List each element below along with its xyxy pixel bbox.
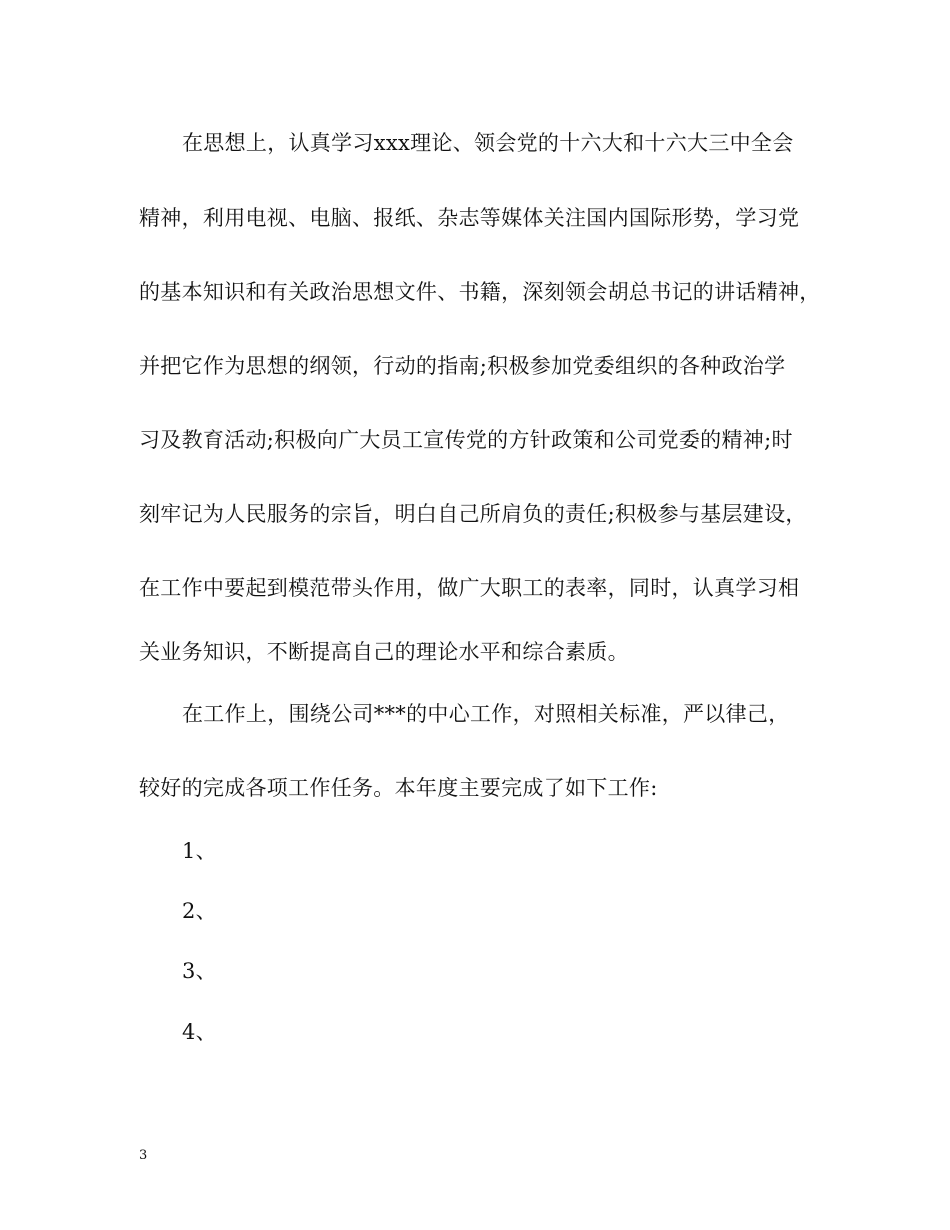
paragraph-1-line-2: 精神，利用电视、电脑、报纸、杂志等媒体关注国内国际形势，学习党 xyxy=(139,206,800,230)
paragraph-1-line-6: 刻牢记为人民服务的宗旨，明白自己所肩负的责任;积极参与基层建设， xyxy=(139,502,807,526)
list-item-4: 4、 xyxy=(182,1020,217,1044)
paragraph-1-line-4: 并把它作为思想的纲领，行动的指南;积极参加党委组织的各种政治学 xyxy=(139,354,786,378)
paragraph-1-line-3: 的基本知识和有关政治思想文件、书籍，深刻领会胡总书记的讲话精神， xyxy=(139,280,821,304)
paragraph-1-line-7: 在工作中要起到模范带头作用，做广大职工的表率，同时，认真学习相 xyxy=(139,576,800,600)
list-item-2: 2、 xyxy=(182,899,217,923)
paragraph-1-line-8: 关业务知识，不断提高自己的理论水平和综合素质。 xyxy=(139,640,629,664)
paragraph-2-line-1: 在工作上，围绕公司***的中心工作，对照相关标准，严以律己， xyxy=(182,702,790,726)
paragraph-1-line-1: 在思想上，认真学习xxx理论、领会党的十六大和十六大三中全会 xyxy=(182,131,794,155)
list-item-1: 1、 xyxy=(182,839,217,863)
page-number: 3 xyxy=(139,1148,148,1163)
paragraph-2-line-2: 较好的完成各项工作任务。本年度主要完成了如下工作: xyxy=(139,776,658,800)
paragraph-1-line-5: 习及教育活动;积极向广大员工宣传党的方针政策和公司党委的精神;时 xyxy=(139,428,793,452)
list-item-3: 3、 xyxy=(182,959,217,983)
